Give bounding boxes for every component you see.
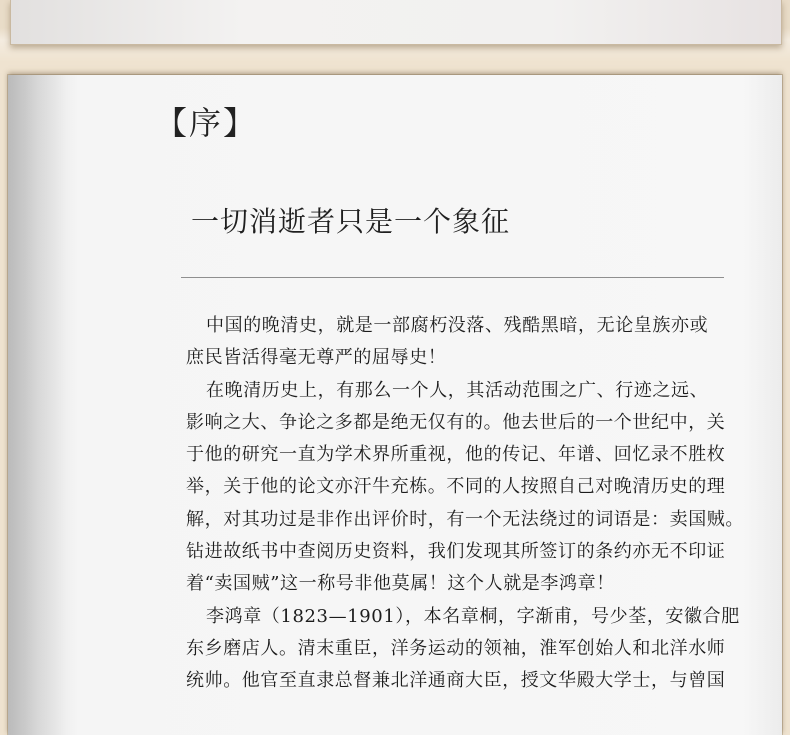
text-line: 东乡磨店人。清末重臣，洋务运动的领袖，淮军创始人和北洋水师 [186, 637, 726, 659]
text-line: 着“卖国贼”这一称号非他莫属！这个人就是李鸿章！ [186, 573, 615, 595]
previous-page-edge [10, 0, 782, 45]
text-line: 统帅。他官至直隶总督兼北洋通商大臣，授文华殿大学士，与曾国 [186, 670, 726, 692]
text-line: 于他的研究一直为学术界所重视，他的传记、年谱、回忆录不胜枚 [186, 444, 726, 466]
top-panel [0, 0, 790, 62]
text-line: 李鸿章（1823—1901），本名章桐，字渐甫，号少荃，安徽合肥 [206, 605, 740, 627]
text-line: 钻进故纸书中查阅历史资料，我们发现其所签订的条约亦无不印证 [186, 541, 726, 563]
text-line: 庶民皆活得毫无尊严的屈辱史！ [186, 347, 447, 369]
text-line: 举，关于他的论文亦汗牛充栋。不同的人按照自己对晚清历史的理 [186, 476, 726, 498]
book-page [8, 75, 782, 735]
page-fold-shadow [8, 75, 66, 735]
divider-rule [181, 277, 724, 278]
section-title: 【序】 [155, 104, 258, 142]
text-line: 解，对其功过是非作出评价时，有一个无法绕过的词语是：卖国贼。 [186, 508, 744, 530]
body-text [186, 310, 746, 698]
text-line: 在晚清历史上，有那么一个人，其活动范围之广、行迹之远、 [206, 379, 709, 401]
chapter-subtitle: 一切消逝者只是一个象征 [191, 205, 511, 238]
text-line: 影响之大、争论之多都是绝无仅有的。他去世后的一个世纪中，关 [186, 411, 726, 433]
text-line: 中国的晚清史，就是一部腐朽没落、残酷黑暗，无论皇族亦或 [206, 315, 709, 336]
